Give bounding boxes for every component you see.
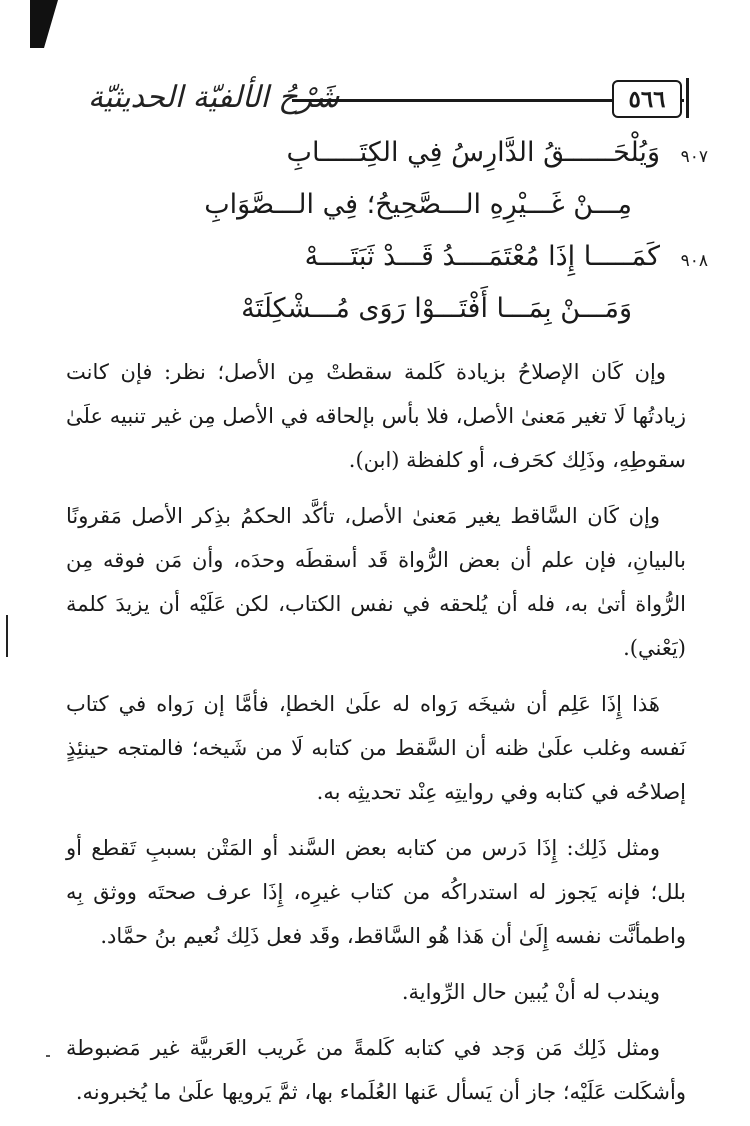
page-header	[80, 74, 680, 122]
verse-text: مِـــنْ غَـــيْرِهِ الـــصَّحِيحُ؛ فِي الـــصَّوَابِ	[204, 189, 632, 220]
book-title: شَرْحُ الألفيّة الحديثيّة	[88, 80, 340, 115]
paragraph: وإن كَان الإصلاحُ بزيادة كَلمة سقطتْ مِن الأصل؛ نظر: فإن كانت زيادتُها لَا تغير مَعنىٰ الأصل، فلا بأس بإلحاقه في الأصل مِن غير تنبيه علَىٰ سقوطِهِ، وذَلِك كحَرف، أو كلفظة (ابن).	[66, 360, 686, 472]
poem-verses	[120, 135, 708, 343]
verse-number: ٩٠٨	[680, 251, 708, 271]
paragraph: هَذا إِذَا عَلِم أن شيخَه رَواه له علَىٰ الخطإ، فأمَّا إن رَواه في كتاب نَفسه وغلب علَىٰ ظنه أن السَّقط من كتابه لَا من شَيخه؛ فالمتجه حينئِذٍ إصلاحُه في كتابه وفي روايتِه عِنْد تحديثِه به.	[66, 692, 686, 804]
paragraph: ويندب له أنْ يُبين حال الرِّواية.	[401, 980, 660, 1004]
scan-speck	[46, 1055, 50, 1057]
margin-mark	[6, 615, 8, 657]
corner-mark	[30, 0, 58, 48]
verse-line	[120, 239, 708, 291]
paragraph: ومثل ذَلِك: إِذَا دَرس من كتابه بعض السَّند أو المَتْن بسببِ تَقطع أو بلل؛ فإنه يَجوز له استدراكُه من كتاب غيرِه، إِذَا عرف صحتَه ووثق بِه واطمأنَّت نفسه إِلَىٰ أن هَذا هُو السَّاقط، وقَد فعل ذَلِك نُعيم بنُ حمَّاد.	[66, 836, 686, 948]
verse-line	[120, 135, 708, 187]
verse-line	[120, 291, 660, 343]
page-number: ٥٦٦	[612, 80, 682, 118]
verse-number: ٩٠٧	[680, 147, 708, 167]
header-end-bar	[686, 78, 689, 118]
verse-text: وَيُلْحَــــــقُ الدَّارِسُ فِي الكِتَـــــابِ	[286, 137, 660, 168]
paragraph: ومثل ذَلِك مَن وَجد في كتابه كَلمةً من غَريب العَربيَّة غير مَضبوطة وأشكَلت عَلَيْه؛ جاز أن يَسأل عَنها العُلَماء بها، ثمَّ يَرويها علَىٰ ما يُخبرونه.	[66, 1036, 686, 1104]
verse-line	[120, 187, 660, 239]
verse-text: كَمَـــــا إِذَا مُعْتَمَــــدُ قَـــدْ ثَبَتَــــهْ	[304, 241, 660, 272]
paragraph: وإن كَان السَّاقط يغير مَعنىٰ الأصل، تأكَّد الحكمُ بذِكر الأصل مَقرونًا بالبيانِ، فإن علم أن بعض الرُّواة قَد أسقطَه وحدَه، وأن مَن فوقه مِن الرُّواة أتىٰ به، فله أن يُلحقه في نفس الكتاب، لكن عَلَيْه أن يزيدَ كلمة (يَعْني).	[66, 504, 686, 660]
commentary-body	[66, 350, 686, 1126]
verse-text: وَمَـــنْ بِمَـــا أَفْتَـــوْا رَوَى مُـــشْكِلَتَهْ	[241, 293, 632, 324]
